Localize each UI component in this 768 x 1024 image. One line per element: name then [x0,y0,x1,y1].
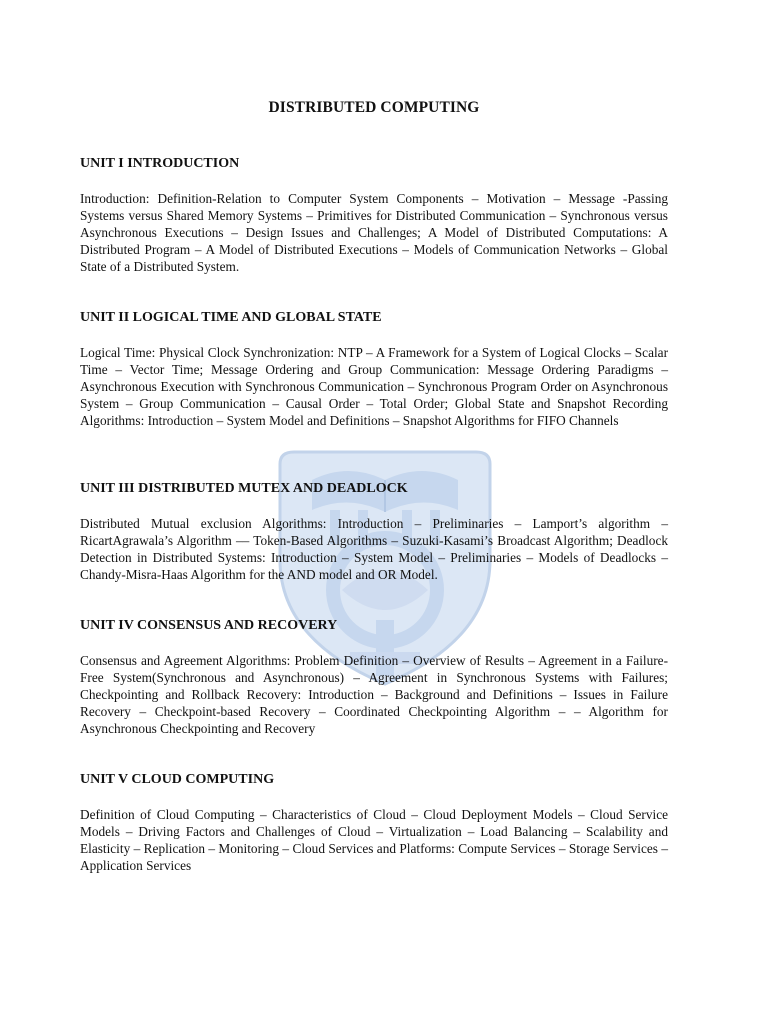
unit-heading: UNIT I INTRODUCTION [80,156,240,171]
unit-section-1 [80,155,668,275]
unit-body: Definition of Cloud Computing – Characteristics of Cloud – Cloud Deployment Models – Cloud Service Models – Driving Factors and Challenges of Cloud – Virtualization – Load Balancing – Scalability and Elasticity – Replication – Monitoring – Cloud Services and Platforms: Compute Services – Storage Services – Application Services [80,807,668,873]
unit-body: Consensus and Agreement Algorithms: Problem Definition – Overview of Results – Agreement in a Failure-Free System(Synchronous and Asynchronous) – Agreement in Synchronous Systems with Failures; Checkpointing and Rollback Recovery: Introduction – Background and Definitions – Issues in Failure Recovery – Checkpoint-based Recovery – Coordinated Checkpointing Algorithm – – Algorithm for Asynchronous Checkpointing and Recovery [80,653,668,736]
unit-section-5 [80,771,668,874]
unit-heading: UNIT II LOGICAL TIME AND GLOBAL STATE [80,310,382,325]
unit-section-4 [80,617,668,737]
document-title: DISTRIBUTED COMPUTING [268,99,480,116]
unit-section-2 [80,309,668,429]
unit-body: Introduction: Definition-Relation to Computer System Components – Motivation – Message -Passing Systems versus Shared Memory Systems – Primitives for Distributed Communication – Synchronous versus Asynchronous Executions – Design Issues and Challenges; A Model of Distributed Computations: A Distributed Program – A Model of Distributed Executions – Models of Communication Networks – Global State of a Distributed System. [80,191,668,274]
unit-body: Logical Time: Physical Clock Synchronization: NTP – A Framework for a System of Logical Clocks – Scalar Time – Vector Time; Message Ordering and Group Communication: Message Ordering Paradigms – Asynchronous Execution with Synchronous Communication – Synchronous Program Order on Asynchronous System – Group Communication – Causal Order – Total Order; Global State and Snapshot Recording Algorithms: Introduction – System Model and Definitions – Snapshot Algorithms for FIFO Channels [80,345,668,428]
unit-heading: UNIT V CLOUD COMPUTING [80,772,275,787]
unit-heading: UNIT IV CONSENSUS AND RECOVERY [80,618,338,633]
document-page [0,0,768,117]
unit-heading: UNIT III DISTRIBUTED MUTEX AND DEADLOCK [80,481,408,496]
unit-section-3 [80,480,668,583]
unit-body: Distributed Mutual exclusion Algorithms: Introduction – Preliminaries – Lamport’s algorithm – RicartAgrawala’s Algorithm –– Token-Based Algorithms – Suzuki-Kasami’s Broadcast Algorithm; Deadlock Detection in Distributed Systems: Introduction – System Model – Preliminaries – Models of Deadlocks – Chandy-Misra-Haas Algorithm for the AND model and OR Model. [80,516,668,582]
